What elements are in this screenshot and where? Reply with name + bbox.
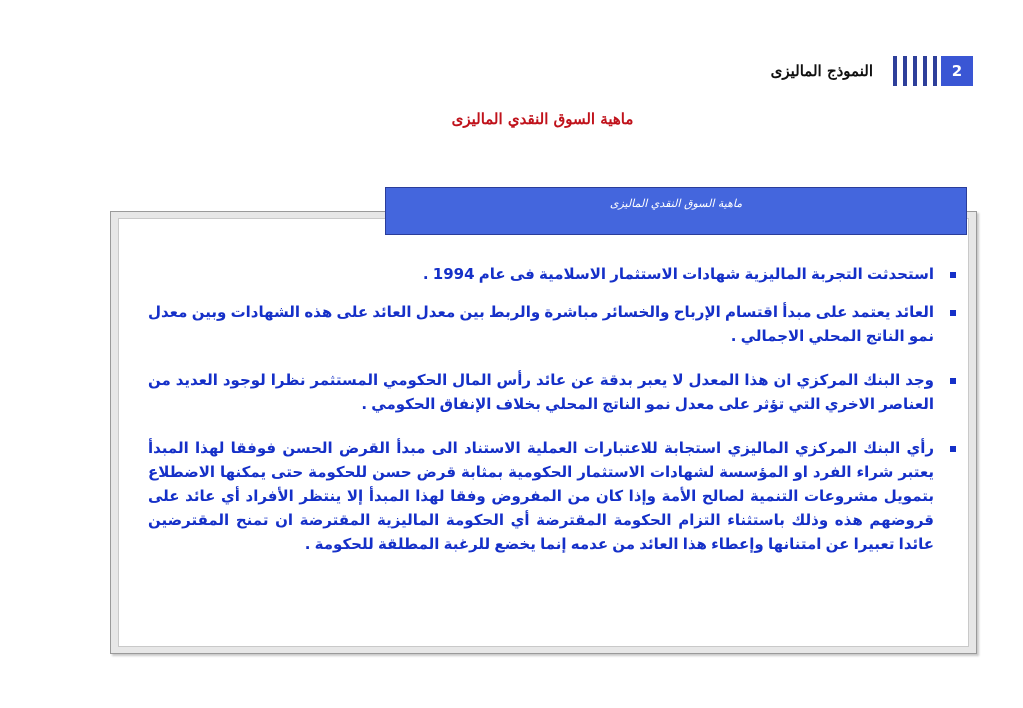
bullet-item [148,262,968,286]
bullet-square-icon [950,378,956,384]
section-title-bar [385,187,967,235]
bullet-square-icon [950,310,956,316]
header-decor-bars [893,56,939,86]
page-number: 2 [951,62,963,80]
bullet-item [148,436,968,556]
bullet-text: استحدثت التجربة الماليزية شهادات الاستثمار الاسلامية فى عام 1994 . [422,265,934,283]
bullet-item [148,368,968,416]
slide-header-title: النموذج الماليزى [770,62,873,80]
bullet-text: رأي البنك المركزي الماليزي استجابة للاعتبارات العملية الاستناد الى مبدأ القرض الحسن فوفقا لهذا المبدأ يعتبر شراء الفرد او المؤسسة لشهادات الاستثمار الحكومية بمثابة قرض حسن للحكومة حتى يمكنها الاضطلاع بتمويل مشروعات التنمية لصالح الأمة وإذا كان من المفروض وفقا لهذا المبدأ إلا ينتظر الأفراد أي عائد على قروضهم هذه وذلك باستثناء التزام الحكومة المقترضة أي الحكومة الماليزية المقترضة ان تمنح المقترضين عائدا تعبيرا عن امتنانها وإعطاء هذا العائد من عدمه إنما يخضع للرغبة المطلقة للحكومة . [148,439,934,553]
bullet-square-icon [950,272,956,278]
slide-heading: ماهية السوق النقدي الماليزى [451,110,634,128]
page-number-badge [941,56,973,86]
bullet-text: وجد البنك المركزي ان هذا المعدل لا يعبر بدقة عن عائد رأس المال الحكومي المستثمر نظرا لوجود العديد من العناصر الاخري التي تؤثر على معدل نمو الناتج المحلي بخلاف الإنفاق الحكومي . [148,371,934,413]
bullet-square-icon [950,446,956,452]
bullet-list [148,262,968,576]
bullet-item [148,300,968,348]
bullet-text: العائد يعتمد على مبدأ اقتسام الإرباح والخسائر مباشرة والربط بين معدل العائد على هذه الشهادات وبين معدل نمو الناتج المحلي الاجمالي . [148,303,934,345]
section-title-label: ماهية السوق النقدي الماليزى [609,197,743,210]
